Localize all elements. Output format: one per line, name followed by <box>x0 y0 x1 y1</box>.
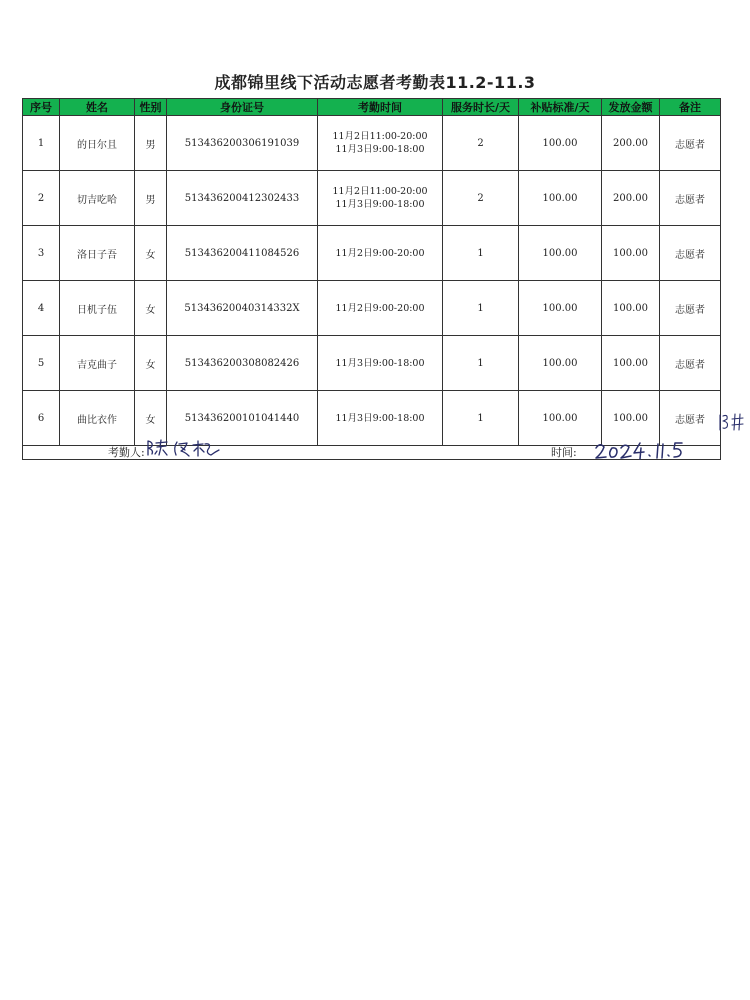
cell-subsidy-rate: 100.00 <box>519 336 602 391</box>
table-header-row <box>23 99 721 116</box>
handwritten-date <box>594 439 704 463</box>
table-row <box>23 226 721 281</box>
table-row <box>23 391 721 446</box>
cell-attendance-time <box>318 336 443 391</box>
cell-subsidy-rate: 100.00 <box>519 281 602 336</box>
table-row <box>23 336 721 391</box>
attendance-table <box>22 98 721 460</box>
time-line: 11月2日11:00-20:00 <box>332 186 428 197</box>
cell-name: 曲比衣作 <box>60 391 135 446</box>
time-line: 11月3日9:00-18:00 <box>335 199 425 210</box>
header-amount: 发放金额 <box>602 99 660 116</box>
cell-amount: 100.00 <box>602 281 660 336</box>
table-row <box>23 171 721 226</box>
table-row <box>23 281 721 336</box>
cell-attendance-time <box>318 226 443 281</box>
cell-subsidy-rate: 100.00 <box>519 116 602 171</box>
page-title: 成都锦里线下活动志愿者考勤表11.2-11.3 <box>214 73 536 92</box>
cell-gender: 女 <box>135 391 167 446</box>
header-attendance-time: 考勤时间 <box>318 99 443 116</box>
cell-subsidy-rate: 100.00 <box>519 391 602 446</box>
header-gender: 性别 <box>135 99 167 116</box>
cell-service-days: 1 <box>443 391 519 446</box>
cell-amount: 100.00 <box>602 391 660 446</box>
cell-name: 切吉吃哈 <box>60 171 135 226</box>
cell-seq: 6 <box>23 391 60 446</box>
cell-gender: 男 <box>135 116 167 171</box>
cell-subsidy-rate: 100.00 <box>519 226 602 281</box>
cell-attendance-time <box>318 281 443 336</box>
cell-name: 日机子伍 <box>60 281 135 336</box>
cell-amount: 100.00 <box>602 336 660 391</box>
handwritten-signature <box>145 438 245 458</box>
cell-gender: 男 <box>135 171 167 226</box>
header-subsidy-rate: 补贴标准/天 <box>519 99 602 116</box>
time-line: 11月2日9:00-20:00 <box>335 302 425 314</box>
cell-note: 志愿者 <box>660 116 721 171</box>
time-line: 11月2日11:00-20:00 <box>332 131 428 142</box>
cell-note: 志愿者 <box>660 281 721 336</box>
header-id-number: 身份证号 <box>167 99 318 116</box>
cell-id-number: 513436200412302433 <box>167 171 318 226</box>
time-line: 11月3日9:00-18:00 <box>335 357 425 369</box>
cell-id-number: 513436200308082426 <box>167 336 318 391</box>
cell-id-number: 513436200101041440 <box>167 391 318 446</box>
time-line: 11月3日9:00-18:00 <box>335 412 425 424</box>
time-label: 时间: <box>551 446 577 459</box>
time-line: 11月2日9:00-20:00 <box>335 247 425 259</box>
cell-note: 志愿者 <box>660 391 721 446</box>
margin-handwritten-mark <box>718 411 746 433</box>
header-note: 备注 <box>660 99 721 116</box>
cell-gender: 女 <box>135 281 167 336</box>
cell-seq: 4 <box>23 281 60 336</box>
header-service-days: 服务时长/天 <box>443 99 519 116</box>
cell-seq: 3 <box>23 226 60 281</box>
cell-service-days: 1 <box>443 226 519 281</box>
cell-amount: 200.00 <box>602 116 660 171</box>
checker-label: 考勤人: <box>108 446 145 459</box>
cell-note: 志愿者 <box>660 171 721 226</box>
cell-amount: 100.00 <box>602 226 660 281</box>
cell-service-days: 1 <box>443 336 519 391</box>
cell-service-days: 2 <box>443 116 519 171</box>
cell-id-number: 513436200306191039 <box>167 116 318 171</box>
cell-note: 志愿者 <box>660 226 721 281</box>
cell-attendance-time <box>318 391 443 446</box>
cell-id-number: 51343620040314332X <box>167 281 318 336</box>
cell-service-days: 2 <box>443 171 519 226</box>
cell-seq: 1 <box>23 116 60 171</box>
cell-gender: 女 <box>135 336 167 391</box>
cell-seq: 5 <box>23 336 60 391</box>
cell-service-days: 1 <box>443 281 519 336</box>
time-line: 11月3日9:00-18:00 <box>335 144 425 155</box>
cell-name: 吉克曲子 <box>60 336 135 391</box>
header-seq: 序号 <box>23 99 60 116</box>
cell-name: 的日尔且 <box>60 116 135 171</box>
table-row <box>23 116 721 171</box>
cell-subsidy-rate: 100.00 <box>519 171 602 226</box>
cell-id-number: 513436200411084526 <box>167 226 318 281</box>
cell-attendance-time <box>318 171 443 226</box>
cell-gender: 女 <box>135 226 167 281</box>
cell-amount: 200.00 <box>602 171 660 226</box>
cell-name: 洛日子吾 <box>60 226 135 281</box>
header-name: 姓名 <box>60 99 135 116</box>
cell-seq: 2 <box>23 171 60 226</box>
cell-note: 志愿者 <box>660 336 721 391</box>
cell-attendance-time <box>318 116 443 171</box>
